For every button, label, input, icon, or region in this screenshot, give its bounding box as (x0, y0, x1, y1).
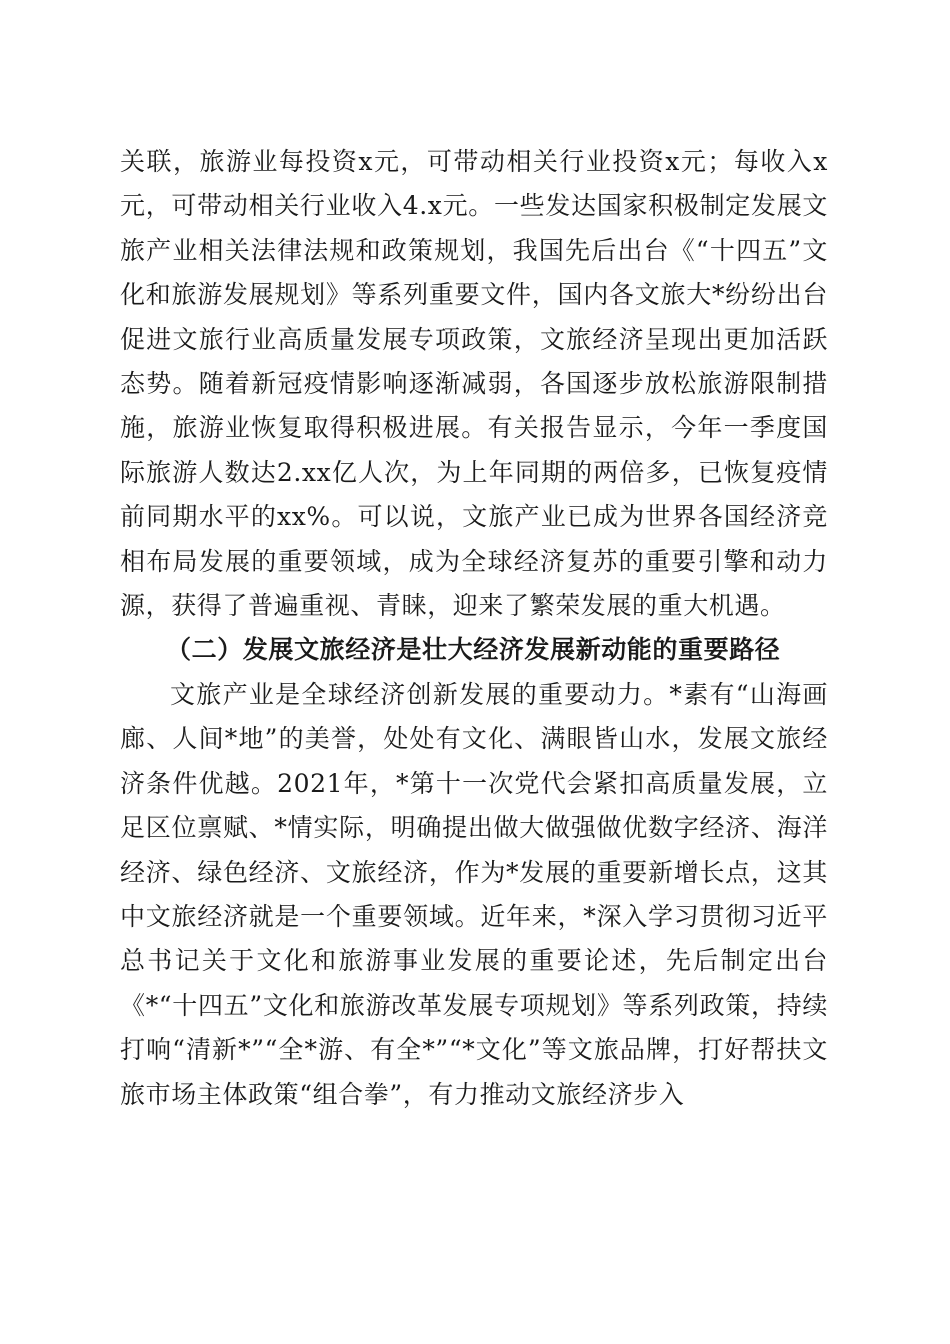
body-paragraph-1: 关联，旅游业每投资x元，可带动相关行业投资x元；每收入x元，可带动相关行业收入4.x元。一些发达国家积极制定发展文旅产业相关法律法规和政策规划，我国先后出台《“十四五”文化和旅游发展规划》等系列重要文件，国内各文旅大*纷纷出台促进文旅行业高质量发展专项政策，文旅经济呈现出更加活跃态势。随着新冠疫情影响逐渐减弱，各国逐步放松旅游限制措施，旅游业恢复取得积极进展。有关报告显示，今年一季度国际旅游人数达2.xx亿人次，为上年同期的两倍多，已恢复疫情前同期水平的xx%。可以说，文旅产业已成为世界各国经济竞相布局发展的重要领域，成为全球经济复苏的重要引擎和动力源，获得了普遍重视、青睐，迎来了繁荣发展的重大机遇。 (120, 147, 828, 621)
document-body (120, 140, 828, 1117)
body-paragraph-2: 文旅产业是全球经济创新发展的重要动力。*素有“山海画廊、人间*地”的美誉，处处有文化、满眼皆山水，发展文旅经济条件优越。2021年，*第十一次党代会紧扣高质量发展，立足区位禀赋、*情实际，明确提出做大做强做优数字经济、海洋经济、绿色经济、文旅经济，作为*发展的重要新增长点，这其中文旅经济就是一个重要领域。近年来，*深入学习贯彻习近平总书记关于文化和旅游事业发展的重要论述，先后制定出台《*“十四五”文化和旅游改革发展专项规划》等系列政策，持续打响“清新*”“全*游、有全*”“*文化”等文旅品牌，打好帮扶文旅市场主体政策“组合拳”，有力推动文旅经济步入 (120, 679, 828, 1109)
section-heading: （二）发展文旅经济是壮大经济发展新动能的重要路径 (166, 635, 781, 665)
